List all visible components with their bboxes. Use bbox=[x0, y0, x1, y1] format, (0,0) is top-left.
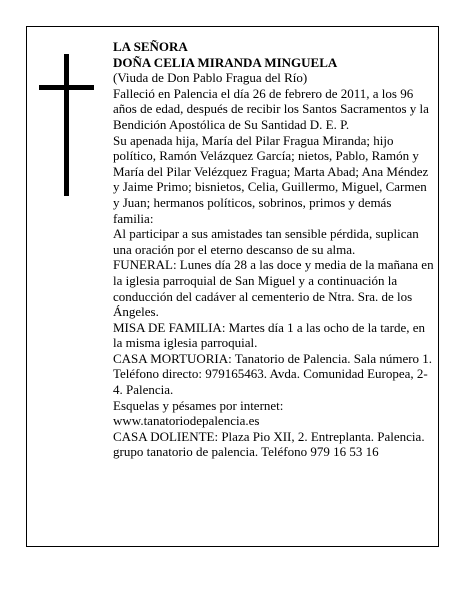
internet-label: Esquelas y pésames por internet: bbox=[113, 397, 284, 413]
deceased-name: DOÑA CELIA MIRANDA MINGUELA bbox=[113, 54, 338, 70]
cross-horizontal-bar bbox=[39, 85, 94, 90]
family-mass-paragraph: MISA DE FAMILIA: Martes día 1 a las ocho de la tarde, en la misma iglesia parroquial. bbox=[113, 319, 426, 351]
death-paragraph: Falleció en Palencia el día 26 de febrero de 2011, a los 96 años de edad, después de recibir los Santos Sacramentos y la Bendición Apostólica de Su Santidad D. E. P. bbox=[113, 85, 429, 132]
funeral-home-paragraph: CASA MORTUORIA: Tanatorio de Palencia. Sala número 1. Teléfono directo: 979165463. Avda. Comunidad Europea, 2-4. Palencia. bbox=[113, 350, 433, 398]
cross-vertical-bar bbox=[64, 54, 69, 196]
footer-line: grupo tanatorio de palencia. Teléfono 979 16 53 16 bbox=[113, 444, 379, 460]
obituary-text bbox=[113, 39, 435, 460]
family-paragraph: Su apenada hija, María del Pilar Fragua Miranda; hijo político, Ramón Velázquez García; nietos, Pablo, Ramón y María del Pilar Velézquez Fragua; Marta Abad; Ana Méndez y Jaime Primo; bisnietos, Celia, Guillermo, Miguel, Carmen y Juan; hermanos políticos, sobrinos, primos y demás familia: bbox=[113, 132, 429, 226]
mourning-house-paragraph: CASA DOLIENTE: Plaza Pio XII, 2. Entreplanta. Palencia. bbox=[113, 428, 425, 444]
notice-subtitle: (Viuda de Don Pablo Fragua del Río) bbox=[113, 70, 308, 86]
website-link[interactable]: www.tanatoriodepalencia.es bbox=[113, 413, 260, 429]
notice-title: LA SEÑORA bbox=[113, 39, 188, 54]
request-paragraph: Al participar a sus amistades tan sensible pérdida, suplican una oración por el eterno descanso de su alma. bbox=[113, 226, 419, 257]
funeral-paragraph: FUNERAL: Lunes día 28 a las doce y media de la mañana en la iglesia parroquial de San Miguel y a continuación la conducción del cadáver al cementerio de Ntra. Sra. de los Ángeles. bbox=[113, 257, 434, 320]
